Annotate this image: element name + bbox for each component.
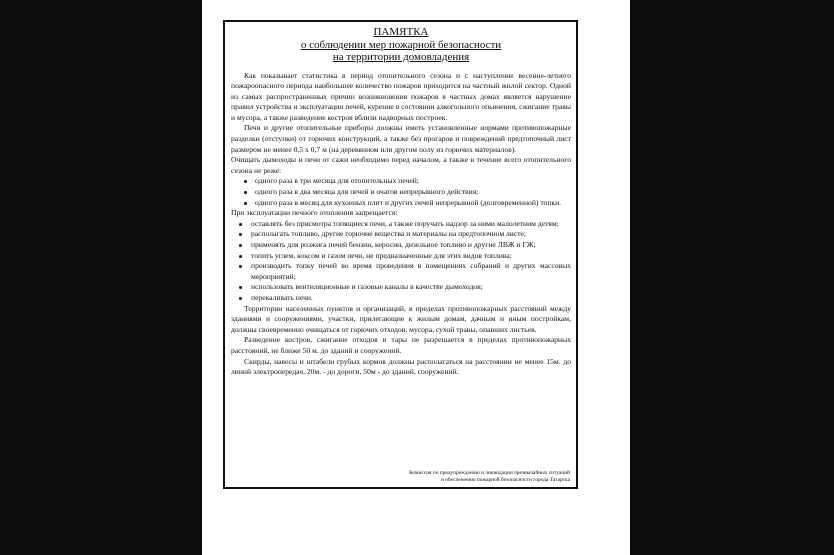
- bullet-icon: [239, 297, 242, 300]
- prohibited-list: [231, 219, 571, 304]
- memo-frame: [223, 20, 578, 489]
- footer-line-1: Комиссия по предупреждению и ликвидации чрезвычайных ситуаций: [409, 470, 570, 476]
- paragraph-statistics: Как показывает статистика в период отопительного сезона и с наступление весенне-летнего пожароопасного периода наибольшее количество пожаров приходится на частный жилой сектор. Одной из самых распространенных причин возникновения пожаров в частных домах является нарушение правил устройства и эксплуатации печей, курение в состоянии алкогольного опьянения, сжигание травы и мусора, а также разведение костров вблизи надворных построек.: [231, 70, 571, 122]
- bullet-icon: [239, 233, 242, 236]
- bullet-icon: [244, 191, 247, 194]
- paragraph-fires: Разведение костров, сжигание отходов и тары не разрешается в пределах противопожарных расстояний, не ближе 50 м. до зданий и сооружений.: [231, 335, 571, 355]
- memo-footer: [409, 470, 570, 484]
- list-item: оставлять без присмотра топящиеся печи, а также поручать надзор за ними малолетним детям;: [231, 219, 571, 230]
- bullet-icon: [239, 286, 242, 289]
- bullet-icon: [239, 223, 242, 226]
- title-line-3: на территории домовладения: [332, 51, 470, 63]
- paragraph-territory: Территории населенных пунктов и организаций, в пределах противопожарных расстояний между зданиями и сооружениями, участки, прилегающие к жилым домам, дачным и иным постройкам, должны своевременно очищаться от горючих отходов, мусора, сухой травы, опавших листьев.: [231, 303, 571, 334]
- list-item: одного раза в три месяца для отопительных печей;: [231, 176, 571, 187]
- list-item: использовать вентиляционные и газовые каналы в качестве дымоходов;: [231, 282, 571, 293]
- memo-body: [231, 71, 571, 378]
- bullet-icon: [244, 180, 247, 183]
- paragraph-haystacks: Скирды, навесы и штабели грубых кормов должны располагаться на расстоянии не менее 15м. до линий электропередач, 20м. - до дороги, 50м - до зданий, сооружений.: [231, 356, 571, 377]
- list-item: топить углем, коксом и газом печи, не предназначенные для этих видов топлива;: [231, 251, 571, 262]
- list-item: перекаливать печи.: [231, 293, 571, 304]
- memo-title: [231, 26, 571, 64]
- list-item: производить топку печей во время проведения в помещениях собраний и других массовых мероприятий;: [231, 261, 571, 282]
- bullet-icon: [239, 244, 242, 247]
- bullet-icon: [244, 202, 247, 205]
- paragraph-prohibited: При эксплуатации печного отопления запрещается:: [231, 208, 398, 218]
- list-item: располагать топливо, другие горючие вещества и материалы на предтопочном листе;: [231, 229, 571, 240]
- bullet-icon: [239, 265, 242, 268]
- title-line-1: ПАМЯТКА: [373, 26, 429, 38]
- footer-line-2: и обеспечению пожарной безопасности города Татарска: [440, 477, 570, 483]
- list-item: применять для розжига печей бензин, керосин, дизельное топливо и другие ЛВЖ и ГЖ;: [231, 240, 571, 251]
- list-item: одного раза в месяц для кухонных плит и других печей непрерывной (долговременной) топки.: [231, 198, 571, 209]
- paragraph-stoves: Печи и другие отопительные приборы должны иметь установленные нормами противопожарные разделки (отступки) от горючих конструкций, а также без прогаров и повреждений предтопочный лист размером не менее 0,5 х 0,7 м (на деревянном или другом полу из горючих материалов).: [231, 123, 571, 154]
- paragraph-cleaning: Очищать дымоходы и печи от сажи необходимо перед началом, а также в течение всего отопительного сезона не реже:: [231, 155, 571, 175]
- cleaning-list: [231, 176, 571, 208]
- list-item: одного раза в два месяца для печей и очагов непрерывного действия;: [231, 187, 571, 198]
- title-line-2: о соблюдении мер пожарной безопасности: [300, 38, 502, 51]
- bullet-icon: [239, 255, 242, 258]
